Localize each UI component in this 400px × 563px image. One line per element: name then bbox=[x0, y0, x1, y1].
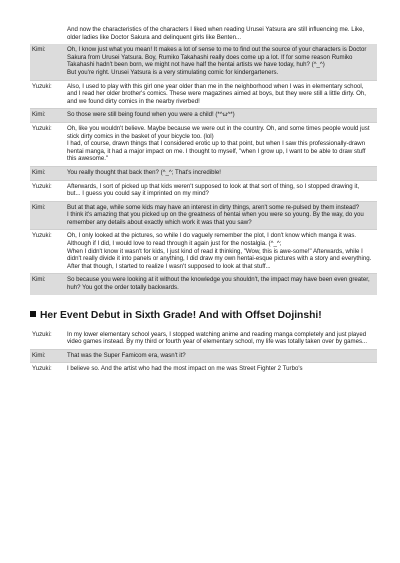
section-heading bbox=[30, 309, 377, 322]
speaker-label: Kimi: bbox=[32, 351, 46, 359]
speaker-label: Yuzuki: bbox=[32, 365, 52, 373]
speaker-label: Yuzuki: bbox=[32, 124, 52, 132]
speaker-label: Yuzuki: bbox=[32, 330, 52, 338]
dialogue-text: Oh, I know just what you mean! It makes a lot of sense to me to find out the source of your characters is Doctor Sakura from Urusei Yatsura. Boy, Rumiko Takahashi really does come up a lot. If for some reason Rumiko Takahashi hadn't been born, we might not have half the hentai artists we have today, huh? (^_^) But you're right. Urusei Yatsura is a very stimulating comic for kindergarteners. bbox=[67, 46, 367, 76]
dialogue-text: That was the Super Famicom era, wasn't it? bbox=[67, 351, 186, 359]
dialogue-row bbox=[30, 180, 377, 201]
dialogue-row bbox=[30, 362, 377, 376]
dialogue-row bbox=[30, 166, 377, 180]
dialogue-row bbox=[30, 122, 377, 166]
speaker-label: Yuzuki: bbox=[32, 182, 52, 190]
speaker-label: Kimi: bbox=[32, 203, 46, 211]
speaker-label: Yuzuki: bbox=[32, 82, 52, 90]
dialogue-block-2 bbox=[30, 329, 377, 376]
speaker-label: Kimi: bbox=[32, 168, 46, 176]
dialogue-text: So because you were looking at it without the knowledge you shouldn't, the impact may have been even greater, huh? You got the order totally backwards. bbox=[67, 276, 370, 292]
dialogue-row bbox=[30, 201, 377, 230]
dialogue-row bbox=[30, 349, 377, 363]
speaker-label: Kimi: bbox=[32, 46, 46, 54]
section-title: Her Event Debut in Sixth Grade! And with Offset Dojinshi! bbox=[40, 309, 322, 321]
speaker-label: Kimi: bbox=[32, 111, 46, 119]
dialogue-text: You really thought that back then? (^_^; That's incredible! bbox=[67, 168, 221, 176]
dialogue-row bbox=[30, 229, 377, 273]
dialogue-text: I believe so. And the artist who had the most impact on me was Street Fighter 2 Turbo's bbox=[67, 365, 303, 373]
intro-text: And now the characteristics of the characters I liked when reading Urusei Yatsura are still influencing me. Like, older ladies like Doctor Sakura and delinquent girls like Benten... bbox=[67, 26, 365, 41]
dialogue-text: In my lower elementary school years, I stopped watching anime and reading manga completely and just played video games instead. By my third or fourth year of elementary school, my life was totally taken over by games... bbox=[67, 330, 368, 346]
interview-body bbox=[30, 24, 377, 376]
dialogue-text: So those were still being found when you were a child! (*^ω^*) bbox=[67, 111, 235, 119]
dialogue-row bbox=[30, 108, 377, 122]
dialogue-block-1 bbox=[30, 44, 377, 294]
dialogue-text: Afterwards, I sort of picked up that kids weren't supposed to look at that sort of thing, so I stopped drawing it, but... I guess you could say it imprinted on my mind? bbox=[67, 182, 360, 198]
speaker-label: Yuzuki: bbox=[32, 232, 52, 240]
dialogue-row bbox=[30, 273, 377, 294]
dialogue-row bbox=[30, 329, 377, 349]
dialogue-text: But at that age, while some kids may have an interest in dirty things, aren't some re-pulsed by them instead? I think it's amazing that you picked up on the greatness of hentai when you were so young. By the way, do you remember any details about exactly which work it was that you saw? bbox=[67, 203, 364, 226]
dialogue-row bbox=[30, 80, 377, 109]
dialogue-row bbox=[30, 44, 377, 79]
dialogue-text: Oh, like you wouldn't believe. Maybe because we were out in the country. Oh, and some times people would just stick dirty comics in the basket of your bicycle too. (lol) I had, of course, drawn things that I considered erotic up to that point, but when I saw this professionally-drawn hentai manga, it had a major impact on me. I thought to myself, "when I grow up, I want to be able to draw stuff this awesome." bbox=[67, 124, 370, 163]
speaker-label: Kimi: bbox=[32, 276, 46, 284]
dialogue-text: Also, I used to play with this girl one year older than me in the neighborhood when I was in elementary school, and I read her older brother's comics. These were magazines aimed at boys, but they were still a little dirty. Oh, and we found dirty comics in the nearby riverbed! bbox=[67, 82, 366, 105]
intro-paragraph bbox=[30, 24, 377, 44]
bullet-square-icon bbox=[30, 311, 36, 317]
dialogue-text: Oh, I only looked at the pictures, so while I do vaguely remember the plot, I don't know which manga it was. Although if I did, I would love to read through it again just for the nostalgia. (^_^; When I didn't know it wasn't for kids, I just kind of read it thinking, "Wow, this is awe-some!" Afterwards, while I didn't really divide it into panels or anything, I did draw my own hentai-esque pictures with a story and everything. After that though, I started to realize I wasn't supposed to look at that stuff... bbox=[67, 232, 372, 270]
